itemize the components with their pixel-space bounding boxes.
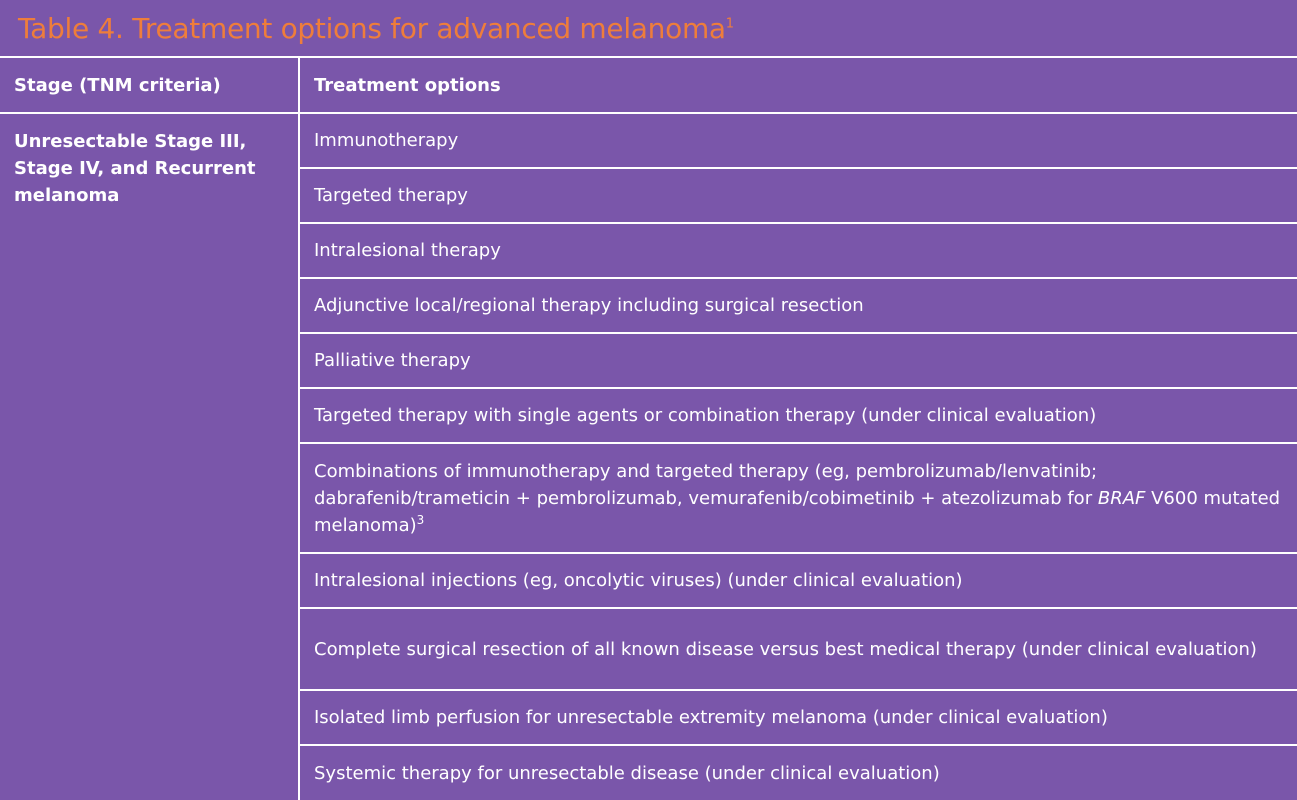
treatment-option: Immunotherapy (299, 113, 1297, 168)
treatment-option: Intralesional injections (eg, oncolytic viruses) (under clinical evaluation) (299, 553, 1297, 608)
treatment-option: Intralesional therapy (299, 223, 1297, 278)
treatment-option: Isolated limb perfusion for unresectable extremity melanoma (under clinical evaluation) (299, 690, 1297, 745)
header-row (0, 58, 1297, 113)
treatment-option: Targeted therapy (299, 168, 1297, 223)
treatment-option-text: Combinations of immunotherapy and targeted therapy (eg, pembrolizumab/lenvatinib; dabrafenib/trameticin + pembrolizumab, vemurafenib/cobimetinib + atezolizumab for (314, 460, 1098, 509)
treatment-option: Systemic therapy for unresectable disease (under clinical evaluation) (314, 762, 940, 784)
treatment-options-table (0, 58, 1297, 800)
gene-name-braf: BRAF (1097, 487, 1146, 509)
table-title-bar (0, 0, 1297, 58)
title-reference-superscript: 1 (725, 16, 734, 32)
treatment-option: Adjunctive local/regional therapy including surgical resection (299, 278, 1297, 333)
treatment-option-combinations (299, 443, 1297, 553)
treatment-option-text-continued: V600 mutated melanoma) (314, 487, 1281, 536)
table-title: Table 4. Treatment options for advanced melanoma$^1$ (18, 11, 734, 45)
stage-cell: Unresectable Stage III, Stage IV, and Recurrent melanoma (0, 113, 299, 800)
reference-superscript: 3 (416, 512, 425, 527)
treatment-option: Palliative therapy (299, 333, 1297, 388)
treatment-option: Targeted therapy with single agents or combination therapy (under clinical evaluation) (299, 388, 1297, 443)
treatment-option: Complete surgical resection of all known disease versus best medical therapy (under clinical evaluation) (299, 608, 1297, 690)
column-header-treatment-options: Treatment options (299, 58, 1297, 113)
column-header-stage: Stage (TNM criteria) (0, 58, 299, 113)
table-row (0, 113, 1297, 168)
